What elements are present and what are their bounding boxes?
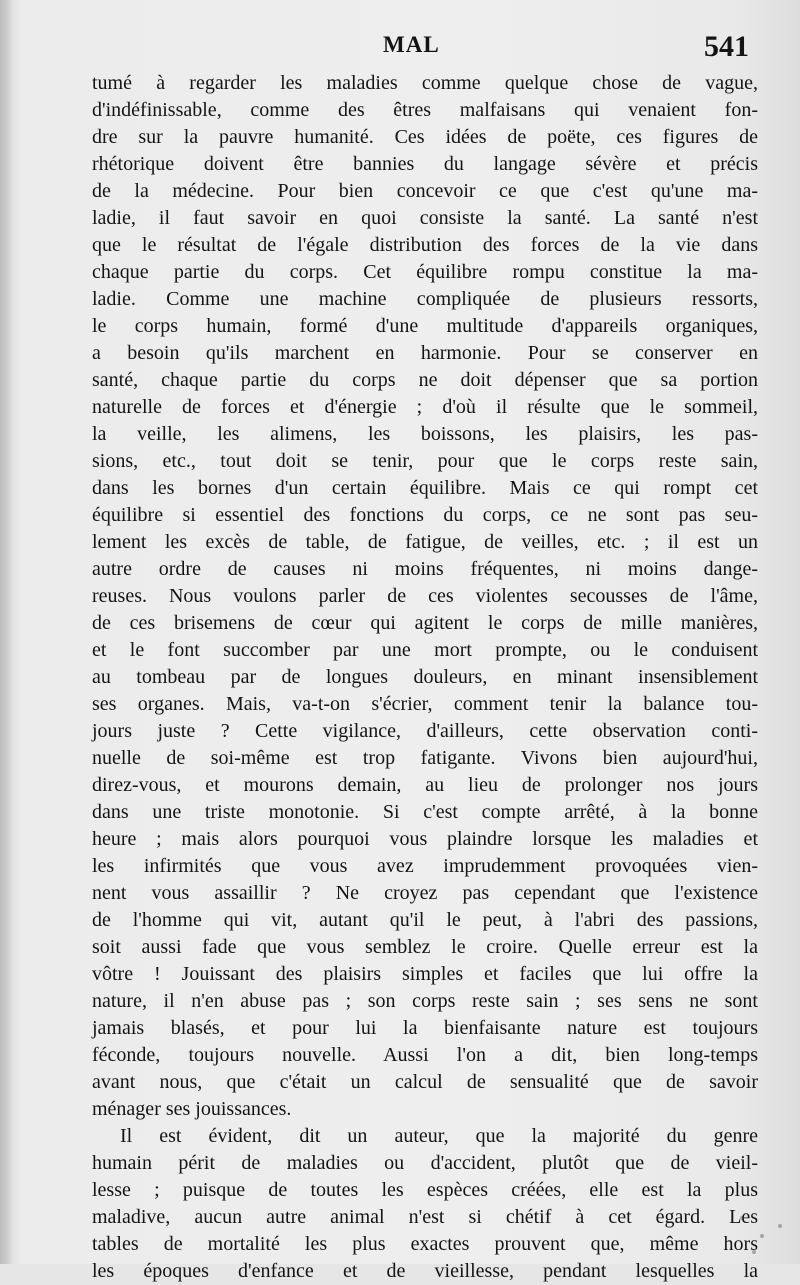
text-line: de la médecine. Pour bien concevoir ce que c'est qu'une ma- xyxy=(92,180,758,202)
speck xyxy=(752,1250,756,1254)
text-line: que le résultat de l'égale distribution des forces de la vie dans xyxy=(92,234,758,256)
text-line: le corps humain, formé d'une multitude d'appareils organiques, xyxy=(92,315,758,337)
running-title: MAL xyxy=(383,32,440,57)
text-line: avant nous, que c'était un calcul de sensualité que de savoir xyxy=(92,1071,758,1093)
page-number: 541 xyxy=(704,30,749,63)
text-line: jamais blasés, et pour lui la bienfaisante nature est toujours xyxy=(92,1017,758,1039)
text-line: reuses. Nous voulons parler de ces violentes secousses de l'âme, xyxy=(92,585,758,607)
text-line: féconde, toujours nouvelle. Aussi l'on a dit, bien long-temps xyxy=(92,1044,758,1066)
text-line: de ces brisemens de cœur qui agitent le corps de mille manières, xyxy=(92,612,758,634)
text-line: tumé à regarder les maladies comme quelque chose de vague, xyxy=(92,72,758,94)
text-line: au tombeau par de longues douleurs, en minant insensiblement xyxy=(92,666,758,688)
text-line: sions, etc., tout doit se tenir, pour que le corps reste sain, xyxy=(92,450,758,472)
text-line: a besoin qu'ils marchent en harmonie. Pour se conserver en xyxy=(92,342,758,364)
text-line: dans une triste monotonie. Si c'est compte arrêté, à la bonne xyxy=(92,801,758,823)
text-line: direz-vous, et mourons demain, au lieu de prolonger nos jours xyxy=(92,774,758,796)
running-header xyxy=(0,30,800,70)
text-line: chaque partie du corps. Cet équilibre rompu constitue la ma- xyxy=(92,261,758,283)
text-line: rhétorique doivent être bannies du langage sévère et précis xyxy=(92,153,758,175)
speck xyxy=(740,1216,744,1220)
paper-specks xyxy=(730,1204,800,1264)
paragraph-end-line: ménager ses jouissances. xyxy=(92,1098,292,1120)
text-line: soit aussi fade que vous semblez le croire. Quelle erreur est la xyxy=(92,936,758,958)
text-line: de l'homme qui vit, autant qu'il le peut, à l'abri des passions, xyxy=(92,909,758,931)
binding-gutter-shadow xyxy=(0,0,14,1264)
text-line: tables de mortalité les plus exactes prouvent que, même hors xyxy=(92,1233,758,1255)
text-line: vôtre ! Jouissant des plaisirs simples et faciles que lui offre la xyxy=(92,963,758,985)
speck xyxy=(760,1234,764,1238)
text-line: ladie, il faut savoir en quoi consiste la santé. La santé n'est xyxy=(92,207,758,229)
text-line: santé, chaque partie du corps ne doit dépenser que sa portion xyxy=(92,369,758,391)
text-line: la veille, les alimens, les boissons, les plaisirs, les pas- xyxy=(92,423,758,445)
text-line: les infirmités que vous avez imprudemment provoquées vien- xyxy=(92,855,758,877)
text-line: dans les bornes d'un certain équilibre. Mais ce qui rompt cet xyxy=(92,477,758,499)
text-line: humain périt de maladies ou d'accident, plutôt que de vieil- xyxy=(92,1152,758,1174)
text-line: heure ; mais alors pourquoi vous plaindre lorsque les maladies et xyxy=(92,828,758,850)
text-line: nuelle de soi-même est trop fatigante. Vivons bien aujourd'hui, xyxy=(92,747,758,769)
text-line: jours juste ? Cette vigilance, d'ailleurs, cette observation conti- xyxy=(92,720,758,742)
text-line: ladie. Comme une machine compliquée de plusieurs ressorts, xyxy=(92,288,758,310)
text-line: les époques d'enfance et de vieillesse, pendant lesquelles la xyxy=(92,1260,758,1282)
text-line: lement les excès de table, de fatigue, de veilles, etc. ; il est un xyxy=(92,531,758,553)
text-line: ses organes. Mais, va-t-on s'écrier, comment tenir la balance tou- xyxy=(92,693,758,715)
text-line: nature, il n'en abuse pas ; son corps reste sain ; ses sens ne sont xyxy=(92,990,758,1012)
text-line: et le font succomber par une mort prompte, ou le conduisent xyxy=(92,639,758,661)
text-line: autre ordre de causes ni moins fréquentes, ni moins dange- xyxy=(92,558,758,580)
paragraph-start-line: Il est évident, dit un auteur, que la majorité du genre xyxy=(120,1125,758,1147)
speck xyxy=(778,1224,782,1228)
text-line: naturelle de forces et d'énergie ; d'où il résulte que le sommeil, xyxy=(92,396,758,418)
text-line: maladive, aucun autre animal n'est si chétif à cet égard. Les xyxy=(92,1206,758,1228)
text-line: équilibre si essentiel des fonctions du corps, ce ne sont pas seu- xyxy=(92,504,758,526)
text-line: d'indéfinissable, comme des êtres malfaisans qui venaient fon- xyxy=(92,99,758,121)
text-line: lesse ; puisque de toutes les espèces créées, elle est la plus xyxy=(92,1179,758,1201)
text-line: dre sur la pauvre humanité. Ces idées de poëte, ces figures de xyxy=(92,126,758,148)
text-line: nent vous assaillir ? Ne croyez pas cependant que l'existence xyxy=(92,882,758,904)
